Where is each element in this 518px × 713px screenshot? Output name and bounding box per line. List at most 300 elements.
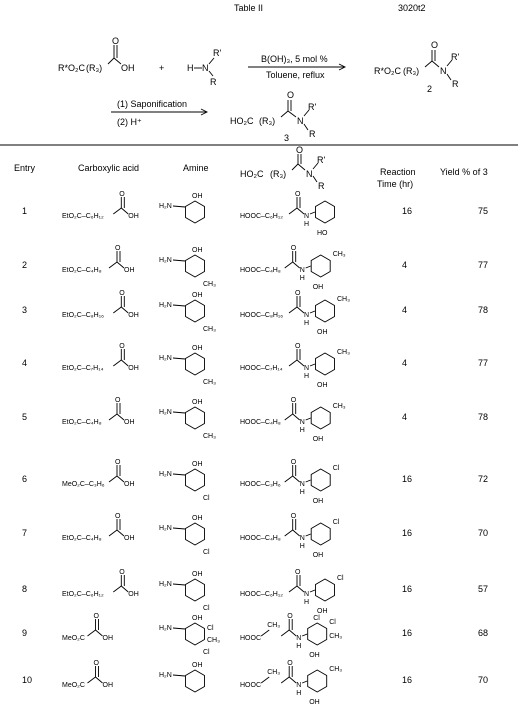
product2-r3-label: (R₃) — [403, 66, 420, 76]
amine-nh2-label: H₂N — [159, 625, 172, 632]
product3-n-label: N — [297, 116, 304, 126]
product-right-substituent: CH₃ — [337, 349, 350, 356]
amine-ring — [186, 353, 205, 375]
acid-oh-label: OH — [128, 213, 139, 220]
product2-ester-label: R*O₂C — [374, 66, 401, 76]
amine-oh-label: OH — [192, 292, 203, 299]
table-header — [14, 145, 488, 191]
amine-oh-label: OH — [192, 193, 203, 200]
acid-oh-label: OH — [124, 419, 135, 426]
product-right-substituent: CH₃ — [332, 403, 346, 410]
product-bottom-substituent: OH — [317, 329, 328, 336]
product-cn-bond — [293, 262, 300, 268]
product-aryl-bond — [302, 634, 307, 636]
reactant-ester-label: R*O₂C — [58, 63, 85, 73]
amine-bottom-substituent: CH₃ — [203, 433, 216, 440]
acid-chain-bond — [88, 677, 96, 683]
product-chain-bond — [289, 307, 297, 313]
header-product-o: O — [296, 145, 304, 155]
yield-value: 75 — [478, 206, 489, 216]
acid-chain-bond — [88, 630, 96, 636]
product-n-label: N — [299, 535, 305, 542]
acid-carbonyl-o: O — [119, 290, 125, 297]
product-carbonyl-o: O — [290, 459, 297, 466]
acid-carbonyl-o: O — [119, 343, 125, 350]
amine-n-bond — [173, 584, 185, 585]
reactant-carbonyl-o: O — [112, 36, 120, 46]
table-row — [22, 569, 488, 615]
product-nh-label: H — [299, 489, 305, 496]
amine-n-bond — [173, 206, 185, 207]
product-n-label: N — [304, 365, 310, 372]
reaction-time: 4 — [402, 305, 408, 315]
header-yield: Yield % of 3 — [440, 167, 488, 177]
header-carboxylic-acid: Carboxylic acid — [78, 163, 140, 173]
acid-chain-bond — [113, 307, 121, 313]
product-aryl-bond — [310, 212, 315, 214]
entry-number: 9 — [22, 628, 28, 638]
product-n-label: N — [304, 312, 310, 319]
product-aryl-bond — [310, 311, 315, 313]
amine-n-bond — [173, 305, 185, 306]
table-row — [22, 245, 488, 291]
product-chain-label: HOOC–C₄H₈ — [240, 419, 281, 426]
product-ring — [316, 201, 335, 223]
product-nh-label: H — [299, 427, 305, 434]
amine-n-bond — [173, 675, 185, 676]
amine-h-label: H — [187, 63, 194, 73]
acid-ester-label: EtO₂C–C₄H₈ — [62, 267, 102, 274]
entry-number: 3 — [22, 305, 28, 315]
amine-bottom-substituent: CH₃ — [203, 326, 216, 333]
amine-n-bond — [173, 260, 185, 261]
product-ring — [311, 523, 330, 545]
product-carbonyl-o: O — [295, 191, 301, 198]
product-carbonyl-o: O — [287, 660, 293, 667]
product-cn-bond — [289, 677, 296, 683]
amine-oh-label: OH — [192, 247, 203, 254]
product-cn-bond — [293, 414, 300, 420]
entry-number: 10 — [22, 675, 33, 685]
amine-oh-label: OH — [192, 662, 203, 669]
header-product-r: R — [318, 181, 325, 191]
product-aryl-bond — [310, 590, 315, 592]
table-row — [22, 660, 488, 706]
amine-nh2-label: H₂N — [159, 581, 172, 588]
plus-sign: + — [159, 63, 165, 73]
product-right-substituent: Cl — [337, 575, 344, 582]
reaction-time: 16 — [402, 628, 413, 638]
product-nh-label: H — [304, 320, 310, 327]
product-aryl-bond — [306, 480, 311, 482]
acid-chain-bond — [109, 476, 117, 482]
amine-nh2-label: H₂N — [159, 203, 172, 210]
amine-ring — [186, 623, 205, 645]
product-right-substituent: CH₃ — [332, 251, 346, 258]
header-product-r-prime: R' — [317, 155, 326, 165]
reaction-time: 4 — [402, 260, 408, 270]
acid-chain-bond — [113, 586, 121, 592]
amine-bottom-substituent: Cl — [203, 495, 210, 502]
product-bottom-substituent: OH — [312, 552, 324, 559]
amine-n-bond — [173, 528, 185, 529]
product-cn-bond — [297, 307, 304, 313]
product3-number: 3 — [284, 133, 290, 143]
acid-carbonyl-o: O — [115, 513, 121, 520]
product-branch-methyl: CH₃ — [267, 669, 281, 676]
product-chain-bond — [285, 414, 293, 420]
product-right-substituent: Cl — [329, 619, 336, 626]
product-aryl-bond — [306, 534, 311, 536]
product3-carbonyl-o: O — [287, 90, 295, 100]
acid-chain-bond — [109, 530, 117, 536]
acid-carbonyl-o: O — [93, 613, 99, 620]
product-chain-label: HOOC — [240, 635, 261, 642]
product-chain-label: HOOC–C₆H₁₂ — [240, 213, 283, 220]
product-n-label: N — [296, 682, 302, 689]
reaction-time: 16 — [402, 206, 413, 216]
header-product-bond — [292, 164, 298, 170]
product-nh-label: H — [299, 275, 305, 282]
product-ring — [311, 407, 330, 429]
amine-nh2-label: H₂N — [159, 257, 172, 264]
product-carbonyl-o: O — [290, 397, 297, 404]
header-time-line2: Time (hr) — [377, 179, 414, 189]
amine-nh2-label: H₂N — [159, 525, 172, 532]
amine-nr-bond — [209, 71, 213, 76]
amine-oh-label: OH — [192, 515, 203, 522]
amine-n-bond — [173, 628, 185, 629]
amine-ring — [186, 300, 205, 322]
entry-number: 6 — [22, 474, 28, 484]
amine-ring — [186, 579, 205, 601]
acid-oh-bond — [121, 586, 128, 592]
product-chain-bond — [281, 630, 289, 636]
product-nh-label: H — [304, 221, 310, 228]
header-product-acid: HO₂C — [240, 169, 264, 179]
table-row — [22, 191, 488, 237]
product-bottom-substituent: OH — [317, 382, 328, 389]
amine-r-prime-label: R' — [213, 48, 222, 58]
product-chain-bond — [289, 586, 297, 592]
yield-value: 70 — [478, 675, 489, 685]
product-ring — [316, 579, 335, 601]
product-right-substituent: CH₃ — [337, 296, 350, 303]
amine-ring — [186, 255, 205, 277]
product-nh-label: H — [296, 643, 302, 650]
product-nh-label: H — [296, 690, 302, 697]
acid-ester-label: MeO₂C — [62, 682, 85, 689]
product2-r-label: R — [452, 79, 459, 89]
amine-nh2-label: H₂N — [159, 471, 172, 478]
product-n-label: N — [296, 635, 302, 642]
product2-bond — [425, 61, 432, 67]
acid-ester-label: EtO₂C–C₄H₈ — [62, 535, 102, 542]
acid-chain-bond — [109, 414, 117, 420]
product-n-label: N — [304, 591, 310, 598]
header-product-nr-bond — [313, 176, 317, 182]
product-chain-bond — [285, 530, 293, 536]
product-carbonyl-o: O — [295, 290, 301, 297]
product-bottom-substituent: OH — [312, 498, 324, 505]
product-ring — [316, 300, 335, 322]
product-chain-label: HOOC–C₄H₈ — [240, 267, 281, 274]
product-chain-bond — [289, 360, 297, 366]
acid-oh-bond — [121, 307, 128, 313]
acid-oh-label: OH — [102, 682, 113, 689]
product2-carbonyl-o: O — [431, 40, 439, 50]
product3-nr-bond — [304, 124, 308, 130]
entry-number: 8 — [22, 584, 28, 594]
acid-carbonyl-o: O — [115, 459, 121, 466]
product-bottom-substituent: HO — [317, 230, 328, 237]
product-cn-bond — [297, 360, 304, 366]
product-right-substituent: Cl — [332, 465, 340, 472]
acid-oh-label: OH — [128, 365, 139, 372]
amine-oh-label: OH — [192, 399, 203, 406]
header-product-cn-bond — [298, 164, 305, 170]
entry-number: 1 — [22, 206, 28, 216]
product-aryl-bond — [310, 364, 315, 366]
reactant-r3-label: (R₃) — [86, 63, 103, 73]
header-product-n: N — [306, 169, 313, 179]
entry-number: 2 — [22, 260, 28, 270]
yield-value: 77 — [478, 358, 489, 368]
acid-carbonyl-o: O — [119, 191, 125, 198]
product-ring — [311, 469, 330, 491]
acid-ester-label: EtO₂C–C₆H₁₂ — [62, 213, 104, 220]
product-right-substituent: CH₃ — [329, 666, 343, 673]
product-top-substituent: Cl — [313, 615, 320, 622]
product-aryl-bond — [302, 681, 307, 683]
product2-number: 2 — [427, 84, 433, 94]
product-carbonyl-o: O — [290, 513, 297, 520]
header-amine: Amine — [183, 163, 209, 173]
yield-value: 72 — [478, 474, 489, 484]
amine-ring — [186, 523, 205, 545]
table-row — [22, 613, 488, 659]
acid-oh-label: OH — [128, 591, 139, 598]
product-carbonyl-o: O — [290, 245, 297, 252]
amine-oh-label: OH — [192, 345, 203, 352]
acid-carbonyl-o: O — [115, 397, 121, 404]
product-cn-bond — [297, 208, 304, 214]
arrow1-top-text: B(OH)₃, 5 mol % — [261, 54, 328, 64]
acid-oh-bond — [117, 414, 124, 420]
product-ring — [316, 353, 335, 375]
amine-ring — [186, 469, 205, 491]
amine-ring — [186, 670, 205, 692]
product-bottom-substituent: OH — [309, 699, 320, 706]
acid-oh-bond — [117, 530, 124, 536]
acid-oh-label: OH — [102, 635, 113, 642]
acid-oh-bond — [96, 630, 103, 636]
amine-oh-label: OH — [192, 615, 203, 622]
reaction-time: 16 — [402, 584, 413, 594]
reactant-bond — [108, 58, 114, 64]
amine-nh2-label: H₂N — [159, 355, 172, 362]
product-chain-label: HOOC–C₈H₁₆ — [240, 312, 284, 319]
product-carbonyl-o: O — [295, 569, 301, 576]
acid-oh-label: OH — [124, 267, 135, 274]
acid-carbonyl-o: O — [115, 245, 121, 252]
amine-bottom-substituent: CH₃ — [203, 281, 216, 288]
product-carbonyl-o: O — [287, 613, 293, 620]
amine-r-label: R — [210, 77, 217, 87]
acid-chain-bond — [109, 262, 117, 268]
product-n-label: N — [304, 213, 310, 220]
entry-number: 7 — [22, 528, 28, 538]
acid-carbonyl-o: O — [119, 569, 125, 576]
amine-extra-substituent: CH₃ — [207, 637, 220, 644]
reaction-time: 4 — [402, 358, 408, 368]
product-chain-label: HOOC–C₃H₆ — [240, 481, 281, 488]
acid-ester-label: MeO₂C — [62, 635, 85, 642]
arrow2-top-text: (1) Saponification — [117, 99, 188, 109]
product-chain-bond — [285, 262, 293, 268]
reaction-scheme — [58, 36, 459, 143]
amine-oh-label: OH — [192, 571, 203, 578]
product-branch-methyl: CH₃ — [267, 622, 281, 629]
yield-value: 57 — [478, 584, 489, 594]
amine-bottom-substituent: Cl — [203, 649, 210, 656]
amine-bottom-substituent: Cl — [203, 605, 210, 612]
product-chain-bond — [289, 208, 297, 214]
product2-cn-bond — [432, 61, 439, 67]
product-nh-label: H — [299, 543, 305, 550]
header-time-line1: Reaction — [380, 167, 416, 177]
amine-bottom-substituent: CH₃ — [203, 379, 216, 386]
amine-nh2-label: H₂N — [159, 409, 172, 416]
amine-oh-label: OH — [192, 461, 203, 468]
product-bottom-substituent: OH — [309, 652, 320, 659]
acid-oh-label: OH — [128, 312, 139, 319]
product-ring — [308, 623, 327, 645]
yield-value: 77 — [478, 260, 489, 270]
amine-n-bond — [173, 474, 185, 475]
amine-nr-prime-bond — [209, 58, 214, 64]
acid-oh-bond — [117, 262, 124, 268]
table-row — [22, 513, 488, 559]
amine-bottom-substituent: Cl — [203, 549, 210, 556]
product-chain-bond — [285, 476, 293, 482]
document-id: 3020t2 — [398, 3, 426, 13]
product-nh-label: H — [304, 373, 310, 380]
table-row — [22, 397, 488, 443]
product-chain-bond — [281, 677, 289, 683]
yield-value: 78 — [478, 305, 489, 315]
product-ring — [311, 255, 330, 277]
product-n-label: N — [299, 267, 305, 274]
reactant-oh-bond — [114, 58, 121, 64]
product-branch-bond — [261, 677, 269, 683]
acid-oh-bond — [96, 677, 103, 683]
yield-value: 78 — [478, 412, 489, 422]
acid-carbonyl-o: O — [93, 660, 99, 667]
arrow2-bottom-text: (2) H⁺ — [117, 117, 142, 127]
product-branch-bond — [261, 630, 269, 636]
product-nh-label: H — [304, 599, 310, 606]
arrow1-bottom-text: Toluene, reflux — [266, 70, 325, 80]
acid-ester-label: EtO₂C–C₈H₁₆ — [62, 312, 104, 319]
product-bottom-substituent: OH — [312, 436, 324, 443]
acid-ester-label: EtO₂C–C₄H₈ — [62, 419, 102, 426]
reactant-oh-label: OH — [121, 63, 135, 73]
acid-ester-label: EtO₂C–C₆H₁₂ — [62, 591, 104, 598]
product-aryl-bond — [306, 266, 311, 268]
amine-n-bond — [173, 412, 185, 413]
product3-r-prime-label: R' — [308, 102, 317, 112]
acid-chain-bond — [113, 360, 121, 366]
table-row — [22, 343, 488, 389]
product-chain-label: HOOC–C₆H₁₂ — [240, 591, 283, 598]
yield-value: 68 — [478, 628, 489, 638]
product2-n-label: N — [440, 66, 447, 76]
header-product-r3: (R₃) — [270, 169, 287, 179]
amine-nh2-label: H₂N — [159, 672, 172, 679]
acid-ester-label: EtO₂C–C₇H₁₄ — [62, 365, 104, 372]
product-chain-label: HOOC — [240, 682, 261, 689]
entry-number: 4 — [22, 358, 28, 368]
product-ring — [308, 670, 327, 692]
header-entry: Entry — [14, 163, 36, 173]
table-row — [22, 290, 488, 336]
acid-oh-bond — [121, 360, 128, 366]
reaction-time: 16 — [402, 528, 413, 538]
product3-bond — [281, 111, 288, 117]
product-cn-bond — [293, 476, 300, 482]
amine-n-bond — [173, 358, 185, 359]
product-right-substituent: Cl — [332, 519, 340, 526]
table-title: Table II — [234, 3, 264, 13]
reaction-time: 16 — [402, 474, 413, 484]
product3-cn-bond — [288, 111, 296, 117]
product-bottom-substituent: OH — [317, 608, 328, 615]
amine-ring — [186, 407, 205, 429]
product-n-label: N — [299, 419, 305, 426]
amine-ring — [186, 201, 205, 223]
amine-right-substituent: Cl — [207, 625, 214, 632]
product-cn-bond — [297, 586, 304, 592]
product3-acid-label: HO₂C — [230, 116, 254, 126]
product3-r-label: R — [309, 129, 316, 139]
table-row — [22, 459, 488, 505]
product-bottom-substituent: OH — [312, 284, 324, 291]
product-chain-label: HOOC–C₄H₈ — [240, 535, 281, 542]
acid-oh-bond — [117, 476, 124, 482]
reaction-time: 4 — [402, 412, 408, 422]
acid-ester-label: MeO₂C–C₃H₆ — [62, 481, 105, 488]
product-extra-substituent: CH₃ — [329, 633, 343, 640]
yield-value: 70 — [478, 528, 489, 538]
product-carbonyl-o: O — [295, 343, 301, 350]
table-body — [22, 191, 488, 706]
acid-chain-bond — [113, 208, 121, 214]
acid-oh-label: OH — [124, 481, 135, 488]
product-n-label: N — [299, 481, 305, 488]
product-chain-label: HOOC–C₇H₁₄ — [240, 365, 283, 372]
product2-nr-bond — [447, 74, 451, 80]
product-aryl-bond — [306, 418, 311, 420]
product2-r-prime-label: R' — [451, 52, 460, 62]
product-cn-bond — [293, 530, 300, 536]
acid-oh-label: OH — [124, 535, 135, 542]
amine-nh2-label: H₂N — [159, 302, 172, 309]
amine-n-label: N — [202, 63, 209, 73]
product-cn-bond — [289, 630, 296, 636]
reaction-time: 16 — [402, 675, 413, 685]
entry-number: 5 — [22, 412, 28, 422]
